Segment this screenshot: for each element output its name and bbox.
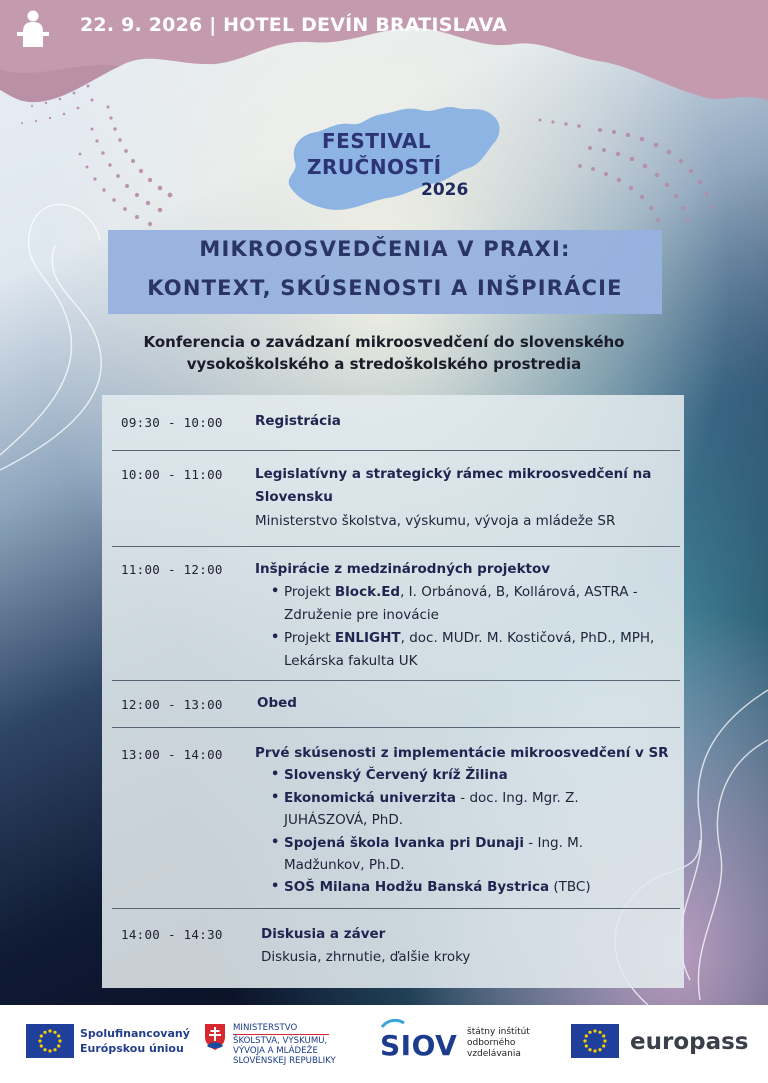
program-title: Prvé skúsenosti z implementácie mikroosvedčení v SR: [255, 745, 669, 761]
program-desc: Diskusia, zhrnutie, ďalšie kroky: [261, 949, 471, 965]
festival-year: 2026: [421, 180, 469, 200]
program-card: [102, 395, 684, 988]
siov-logo: SIOV: [380, 1029, 458, 1062]
list-item: [284, 879, 591, 895]
item-prefix: Projekt: [284, 630, 335, 646]
ministry-line3: VÝVOJA A MLÁDEŽE: [233, 1046, 318, 1056]
program-title: Inšpirácie z medzinárodných projektov: [255, 561, 551, 577]
program-time: 13:00 - 14:00: [121, 747, 223, 762]
item-rest: (TBC): [549, 879, 591, 895]
ministry-divider: [233, 1034, 329, 1035]
list-item-cont: JUHÁSZOVÁ, PhD.: [284, 812, 404, 828]
siov-line1: štátny inštitút: [467, 1027, 530, 1037]
list-item-cont: Združenie pre inovácie: [284, 607, 439, 623]
event-date-venue: 22. 9. 2026 | HOTEL DEVÍN BRATISLAVA: [80, 14, 508, 36]
item-bold: Block.Ed: [334, 584, 401, 600]
footer-logos: [0, 1005, 768, 1083]
bullet-icon: •: [271, 767, 280, 782]
europass-flag-icon: [571, 1024, 619, 1058]
program-title-cont: Slovensku: [255, 489, 333, 505]
program-time: 10:00 - 11:00: [121, 467, 223, 482]
ministry-line4: SLOVENSKEJ REPUBLIKY: [233, 1056, 336, 1066]
program-time: 14:00 - 14:30: [121, 927, 223, 942]
ministry-line1: MINISTERSTVO: [233, 1023, 298, 1033]
row-divider: [112, 680, 680, 681]
row-divider: [112, 450, 680, 451]
slovak-coat-of-arms-icon: [204, 1023, 226, 1051]
program-title: Legislatívny a strategický rámec mikroosvedčení na: [255, 466, 652, 482]
item-bold: Spojená škola Ivanka pri Dunaji: [284, 835, 525, 851]
list-item-cont: Lekárska fakulta UK: [284, 653, 418, 669]
festival-word2: ZRUČNOSTÍ: [307, 155, 442, 179]
row-divider: [112, 727, 680, 728]
item-bold: Ekonomická univerzita: [284, 790, 456, 806]
program-time: 09:30 - 10:00: [121, 415, 223, 430]
item-rest: , doc. MUDr. M. Kostičová, PhD., MPH,: [400, 630, 655, 646]
siov-line2: odborného: [467, 1038, 516, 1048]
ministry-line2: ŠKOLSTVA, VÝSKUMU,: [233, 1036, 328, 1046]
item-prefix: Projekt: [284, 584, 335, 600]
row-divider: [112, 546, 680, 547]
title-line-2: KONTEXT, SKÚSENOSTI A INŠPIRÁCIE: [147, 276, 623, 300]
row-divider: [112, 908, 680, 909]
subtitle-line-2: vysokoškolského a stredoškolského prostredia: [186, 355, 582, 373]
title-line-1: MIKROOSVEDČENIA V PRAXI:: [199, 237, 571, 261]
program-title: Registrácia: [255, 413, 341, 429]
siov-swoosh-icon: [380, 1017, 406, 1029]
eu-cofunded-line2: Európskou úniou: [80, 1042, 184, 1055]
bullet-icon: •: [271, 879, 280, 894]
europass-logo: europass: [630, 1029, 749, 1055]
list-item: Slovenský Červený kríž Žilina: [284, 767, 508, 783]
program-title: Diskusia a záver: [261, 926, 386, 942]
list-item: [284, 835, 583, 851]
item-bold: ENLIGHT: [334, 630, 401, 646]
bullet-icon: •: [271, 584, 280, 599]
list-item-cont: Madžunkov, Ph.D.: [284, 857, 405, 873]
item-rest: , I. Orbánová, B, Kollárová, ASTRA -: [400, 584, 638, 600]
item-rest: - doc. Ing. Mgr. Z.: [456, 790, 579, 806]
bullet-icon: •: [271, 835, 280, 850]
list-item: [284, 584, 638, 600]
program-time: 11:00 - 12:00: [121, 562, 223, 577]
bullet-icon: •: [271, 790, 280, 805]
item-bold: SOŠ Milana Hodžu Banská Bystrica: [284, 879, 550, 895]
program-time: 12:00 - 13:00: [121, 697, 223, 712]
subtitle-line-1: Konferencia o zavádzaní mikroosvedčení do slovenského: [143, 333, 625, 351]
speaker-podium-icon: [14, 8, 52, 48]
program-desc: Ministerstvo školstva, výskumu, vývoja a mládeže SR: [255, 513, 616, 529]
eu-flag-icon: [26, 1024, 74, 1058]
eu-cofunded-line1: Spolufinancovaný: [80, 1027, 190, 1040]
bullet-icon: •: [271, 630, 280, 645]
item-rest: - Ing. M.: [524, 835, 584, 851]
program-title: Obed: [257, 695, 297, 711]
siov-line3: vzdelávania: [467, 1049, 521, 1059]
list-item: [284, 790, 579, 806]
festival-word1: FESTIVAL: [322, 129, 432, 153]
list-item: [284, 630, 654, 646]
